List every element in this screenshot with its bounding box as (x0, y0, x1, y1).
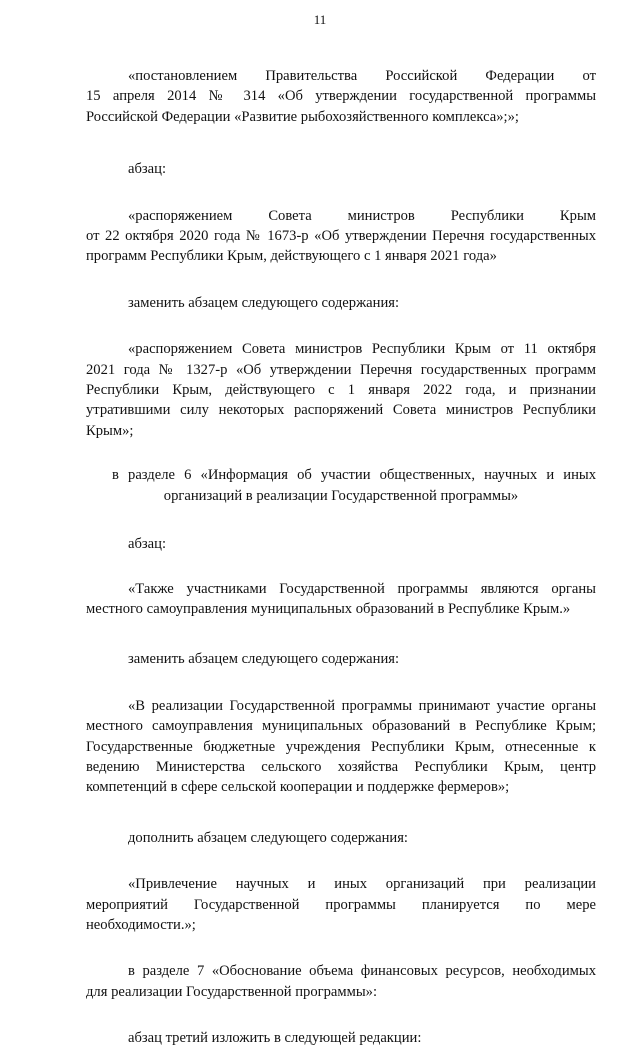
text-line: Республики Крым, действующего с 1 января 2022 года, и признании (86, 382, 596, 399)
text-line: в разделе 6 «Информация об участии общественных, научных и иных (112, 467, 596, 484)
text-line: местного самоуправления муниципальных образований в Республике Крым; (86, 718, 596, 735)
text-line: «распоряжением Совета министров Республики Крым (128, 207, 596, 224)
text-line: «распоряжением Совета министров Республики Крым от 11 октября (128, 341, 596, 358)
text-line: абзац: (128, 536, 167, 553)
page-number: 11 (313, 12, 327, 27)
text-line: необходимости.»; (86, 916, 196, 933)
paragraph-abzac-tretiy (86, 1028, 596, 1048)
paragraph-quote-rasporyazhenie-2021 (86, 339, 596, 441)
paragraph-section-6 (86, 465, 596, 506)
text-line: в разделе 7 «Обоснование объема финансовых ресурсов, необходимых (128, 963, 596, 980)
text-line: организаций в реализации Государственной программы» (163, 487, 519, 504)
document-body (86, 66, 596, 1049)
paragraph-quote-realizaciya (86, 696, 596, 798)
text-line: утратившими силу некоторых распоряжений Совета министров Республики (86, 402, 596, 419)
text-line: компетенций в сфере сельской кооперации и поддержке фермеров»; (86, 779, 510, 796)
text-line: абзац третий изложить в следующей редакции: (128, 1030, 422, 1047)
text-line: «Привлечение научных и иных организаций при реализации (128, 876, 596, 893)
text-line: дополнить абзацем следующего содержания: (128, 829, 408, 846)
text-line: заменить абзацем следующего содержания: (128, 651, 400, 668)
text-line: Государственные бюджетные учреждения Республики Крым, отнесенные к (86, 738, 596, 755)
paragraph-dopolnit (86, 828, 596, 848)
text-line: Крым»; (86, 422, 134, 439)
text-line: «Также участниками Государственной программы являются органы (128, 580, 596, 597)
paragraph-zamenit (86, 293, 596, 313)
text-line: программ Республики Крым, действующего с 1 января 2021 года» (86, 248, 497, 265)
text-line: ведению Министерства сельского хозяйства Республики Крым, центр (86, 758, 596, 775)
text-line: заменить абзацем следующего содержания: (128, 294, 400, 311)
text-line: местного самоуправления муниципальных образований в Республике Крым.» (86, 600, 571, 617)
paragraph-abzac (86, 159, 596, 179)
paragraph-section-7 (86, 961, 596, 1002)
paragraph-abzac-2 (86, 534, 596, 554)
text-line: «В реализации Государственной программы принимают участие органы (128, 697, 596, 714)
text-line: от 22 октября 2020 года № 1673-р «Об утверждении Перечня государственных (86, 228, 596, 245)
text-line: 15 апреля 2014 № 314 «Об утверждении государственной программы (86, 88, 596, 105)
paragraph-zamenit-2 (86, 649, 596, 669)
text-line: Российской Федерации «Развитие рыбохозяйственного комплекса»;»; (86, 108, 519, 125)
text-line: для реализации Государственной программы»: (86, 983, 378, 1000)
text-line: «постановлением Правительства Российской Федерации от (128, 68, 596, 84)
paragraph-quote-postanovlenie (86, 66, 596, 127)
paragraph-quote-rasporyazhenie-2020 (86, 206, 596, 267)
paragraph-quote-uchastniki (86, 579, 596, 620)
text-line: абзац: (128, 161, 167, 178)
text-line: 2021 года № 1327-р «Об утверждении Перечня государственных программ (86, 361, 596, 378)
text-line: мероприятий Государственной программы планируется по мере (86, 896, 596, 913)
